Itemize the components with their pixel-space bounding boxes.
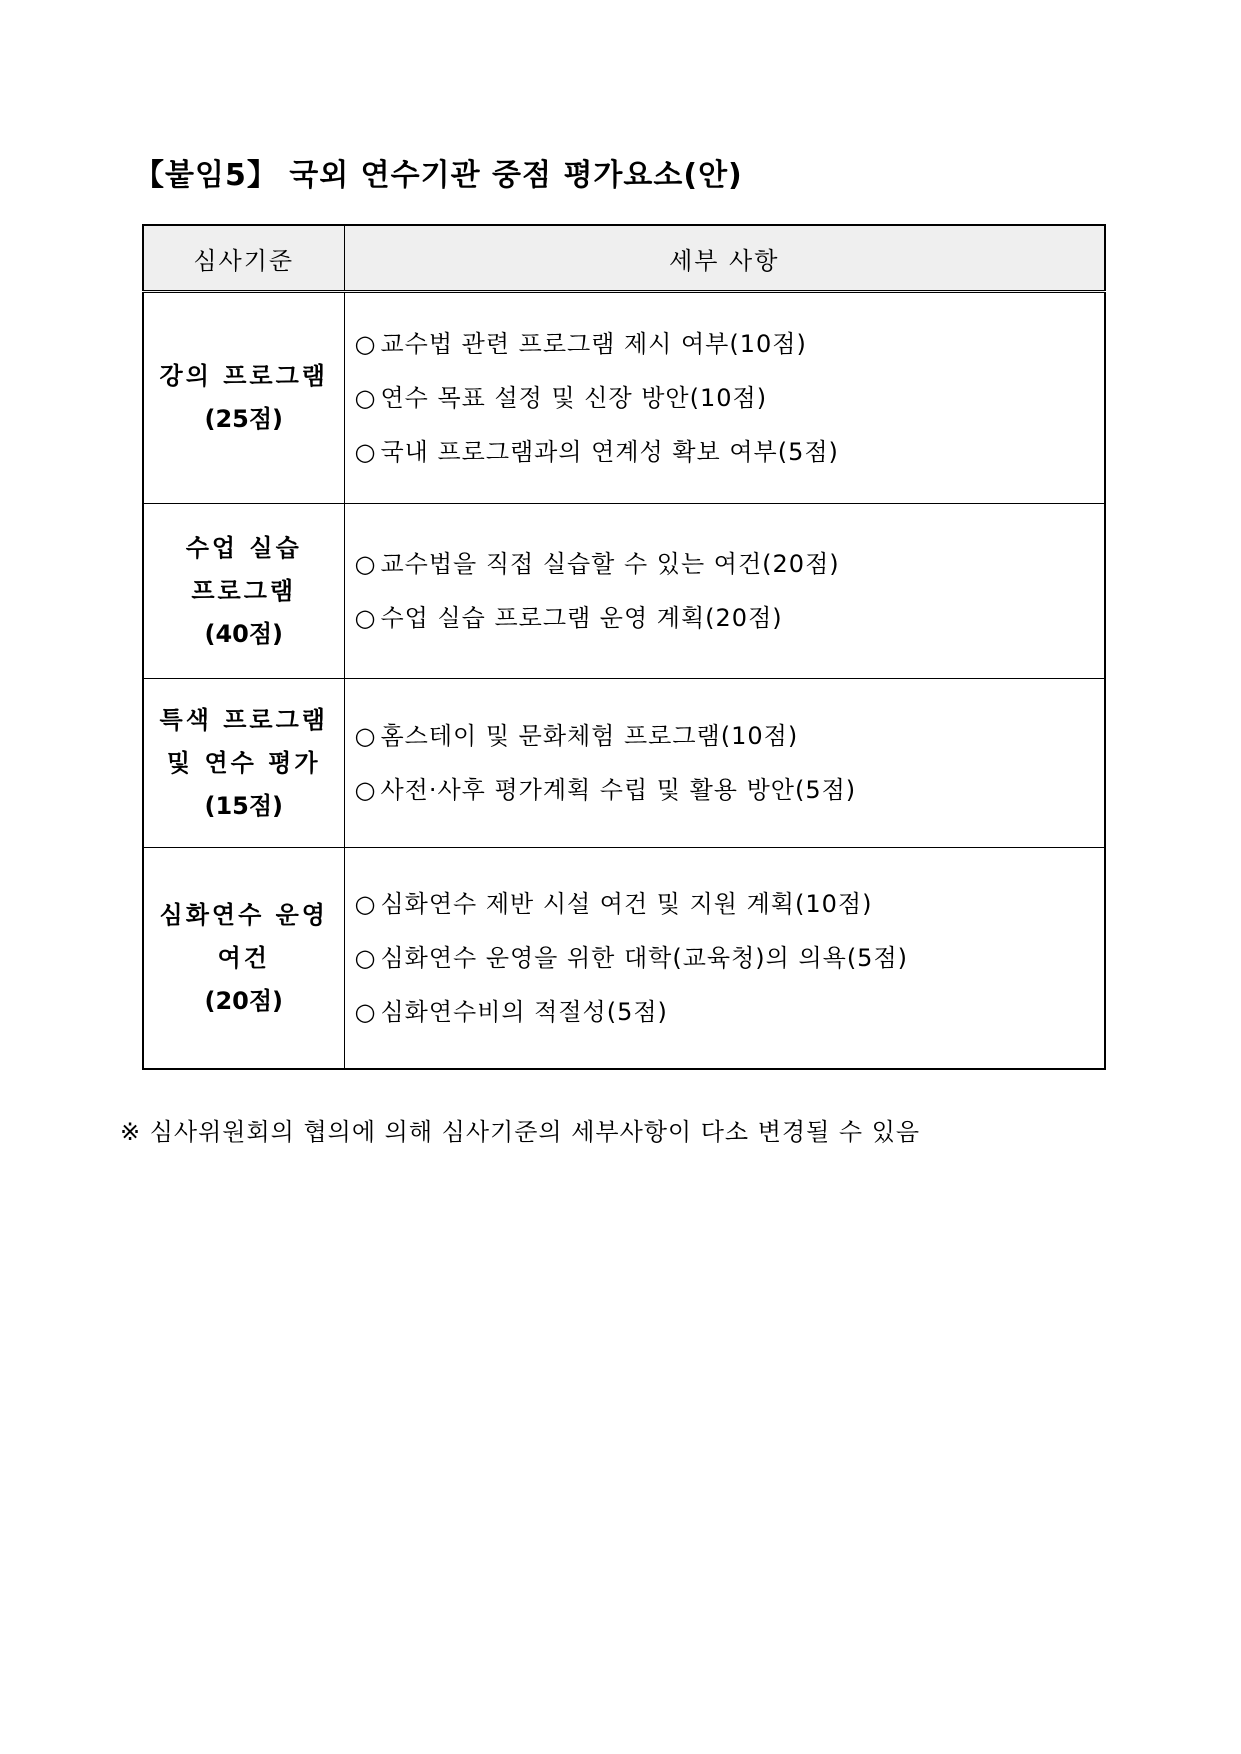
criteria-name: 심화연수 운영 <box>159 900 328 929</box>
circle-bullet-icon: ○ <box>354 998 377 1026</box>
document-title: 【붙임5】 국외 연수기관 중점 평가요소(안) <box>134 158 743 193</box>
detail-text: 홈스테이 및 문화체험 프로그램(10점) <box>380 722 799 750</box>
criteria-name: 수업 실습 <box>185 533 302 562</box>
criteria-points: (15점) <box>204 791 284 820</box>
table-row <box>143 292 1105 504</box>
detail-item <box>355 537 1105 591</box>
circle-bullet-icon: ○ <box>354 438 377 466</box>
circle-bullet-icon: ○ <box>354 722 377 750</box>
circle-bullet-icon: ○ <box>354 550 377 578</box>
criteria-cell <box>143 679 344 848</box>
evaluation-table <box>142 224 1106 1070</box>
detail-item <box>355 985 1105 1039</box>
header-criteria: 심사기준 <box>143 225 344 292</box>
detail-text: 교수법을 직접 실습할 수 있는 여건(20점) <box>380 550 840 578</box>
criteria-name: 강의 프로그램 <box>159 362 328 390</box>
detail-cell <box>344 504 1105 679</box>
criteria-points: (25점) <box>204 405 284 433</box>
detail-text: 국내 프로그램과의 연계성 확보 여부(5점) <box>380 438 839 466</box>
detail-cell <box>344 292 1105 504</box>
criteria-cell <box>143 292 344 504</box>
criteria-name: 프로그램 <box>191 576 297 605</box>
detail-text: 심화연수비의 적절성(5점) <box>380 998 668 1026</box>
circle-bullet-icon: ○ <box>354 890 377 918</box>
circle-bullet-icon: ○ <box>354 330 377 358</box>
detail-item <box>355 591 1105 645</box>
header-details: 세부 사항 <box>344 225 1105 292</box>
table-row <box>143 504 1105 679</box>
table-header-row <box>143 225 1105 292</box>
circle-bullet-icon: ○ <box>354 776 377 804</box>
detail-cell <box>344 848 1105 1070</box>
footnote: ※ 심사위원회의 협의에 의해 심사기준의 세부사항이 다소 변경될 수 있음 <box>120 1118 921 1146</box>
criteria-name: 및 연수 평가 <box>166 748 321 777</box>
detail-text: 심화연수 운영을 위한 대학(교육청)의 의욕(5점) <box>380 944 909 972</box>
table-row <box>143 679 1105 848</box>
detail-text: 심화연수 제반 시설 여건 및 지원 계획(10점) <box>380 890 873 918</box>
detail-text: 수업 실습 프로그램 운영 계획(20점) <box>380 604 783 632</box>
detail-text: 사전·사후 평가계획 수립 및 활용 방안(5점) <box>380 776 857 804</box>
detail-item <box>355 317 1105 371</box>
detail-item <box>355 877 1105 931</box>
detail-text: 교수법 관련 프로그램 제시 여부(10점) <box>380 330 807 358</box>
circle-bullet-icon: ○ <box>354 604 377 632</box>
circle-bullet-icon: ○ <box>354 384 377 412</box>
criteria-cell <box>143 848 344 1070</box>
criteria-cell <box>143 504 344 679</box>
detail-item <box>355 709 1105 763</box>
detail-cell <box>344 679 1105 848</box>
detail-item <box>355 931 1105 985</box>
detail-item <box>355 371 1105 425</box>
table-row <box>143 848 1105 1070</box>
criteria-points: (40점) <box>204 619 284 648</box>
criteria-name: 특색 프로그램 <box>159 705 328 734</box>
circle-bullet-icon: ○ <box>354 944 377 972</box>
detail-text: 연수 목표 설정 및 신장 방안(10점) <box>380 384 768 412</box>
detail-item <box>355 763 1105 817</box>
detail-item <box>355 425 1105 479</box>
criteria-name: 여건 <box>217 943 270 972</box>
criteria-points: (20점) <box>204 986 284 1015</box>
